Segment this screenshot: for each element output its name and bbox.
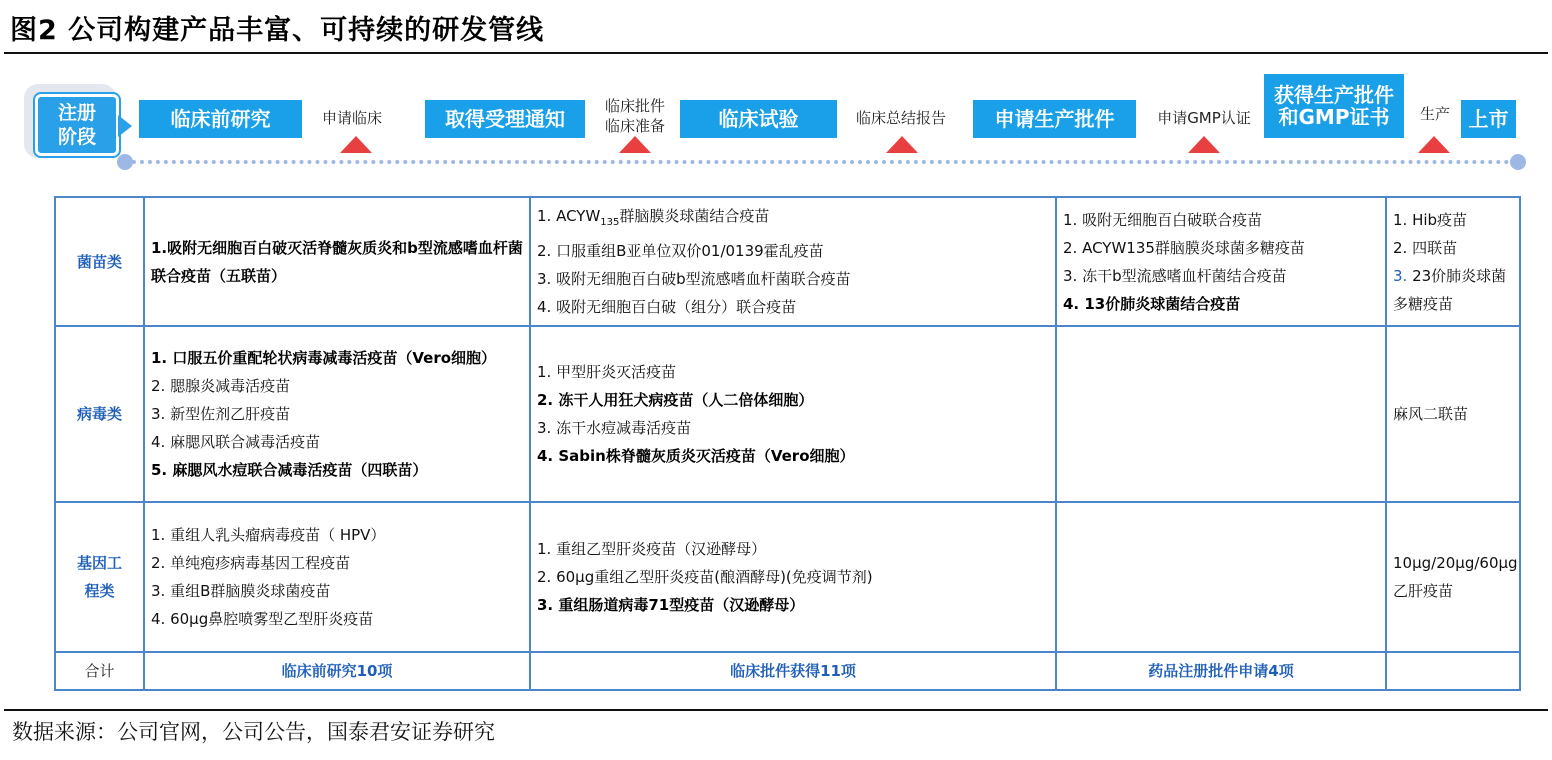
list-item: 1. $ACYW_{135}$群脑膜炎球菌结合疫苗: [537, 207, 770, 228]
marker-triangle-icon: [1418, 136, 1450, 153]
list-item: 4. 60μg鼻腔喷雾型乙型肝炎疫苗: [151, 610, 374, 628]
list-item: 3. 冻干b型流感嗜血杆菌结合疫苗: [1063, 266, 1287, 285]
stage-market-launch: 上市: [1461, 100, 1516, 138]
registration-cell: [1056, 502, 1386, 652]
marketed-cell: [1386, 502, 1520, 652]
phase-label: [35, 94, 119, 156]
top-rule: [4, 52, 1548, 54]
list-item: 1. Hib疫苗: [1393, 210, 1468, 229]
table-row: [55, 197, 1520, 326]
list-item: 1. 吸附无细胞百白破联合疫苗: [1063, 210, 1263, 229]
category-cell: 基因工程类: [55, 502, 144, 652]
process-flow: [0, 60, 1552, 190]
list-item: 2. 腮腺炎减毒活疫苗: [151, 377, 291, 395]
preclinical-cell: [144, 502, 530, 652]
timeline-dotted-line: [124, 160, 1518, 164]
list-item: 1. 口服五价重配轮状病毒减毒活疫苗（Vero细胞）: [151, 349, 497, 367]
registration-cell: [1056, 326, 1386, 502]
list-item: 1.吸附无细胞百白破灭活脊髓灰质炎和b型流感嗜血杆菌联合疫苗（五联苗）: [151, 238, 523, 285]
table-row: [55, 326, 1520, 502]
list-item: 3. 重组B群脑膜炎球菌疫苗: [151, 582, 331, 600]
list-item: 2. 单纯疱疹病毒基因工程疫苗: [151, 554, 351, 572]
list-item: 2. 冻干人用狂犬病疫苗（人二倍体细胞）: [537, 391, 814, 409]
list-item: 3. 23价肺炎球菌多糖疫苗: [1393, 266, 1507, 313]
list-item: 2. 四联苗: [1393, 238, 1458, 257]
list-item: 麻风二联苗: [1393, 405, 1469, 423]
total-preclinical: 临床前研究10项: [144, 652, 530, 690]
step-production: 生产: [1419, 105, 1450, 123]
list-item: 3. 重组肠道病毒71型疫苗（汉逊酵母）: [537, 596, 805, 614]
timeline-start-dot: [117, 154, 133, 170]
list-item: 1. 重组乙型肝炎疫苗（汉逊酵母）: [537, 540, 767, 558]
step-apply-clinical: 申请临床: [321, 109, 382, 127]
step-clinical-approval: 临床批件 临床准备: [604, 97, 665, 135]
figure-title: 图2 公司构建产品丰富、可持续的研发管线: [10, 15, 545, 46]
clinical-cell: [530, 326, 1056, 502]
total-registration: 药品注册批件申请4项: [1056, 652, 1386, 690]
clinical-cell: [530, 197, 1056, 326]
source-note: 数据来源：公司官网，公司公告，国泰君安证券研究: [12, 720, 495, 744]
step-clinical-summary: 临床总结报告: [855, 109, 946, 127]
pipeline-table: [54, 196, 1521, 691]
marker-triangle-icon: [1188, 136, 1220, 153]
list-item: 1. 重组人乳头瘤病毒疫苗（ HPV）: [151, 526, 386, 544]
step-apply-gmp: 申请GMP认证: [1157, 109, 1251, 127]
phase-arrow-icon: [118, 115, 132, 137]
marker-triangle-icon: [619, 136, 651, 153]
category-cell: 菌苗类: [55, 197, 144, 326]
list-item: 4. 吸附无细胞百白破（组分）联合疫苗: [537, 298, 797, 316]
registration-cell: [1056, 197, 1386, 326]
list-item: 1. 甲型肝炎灭活疫苗: [537, 363, 677, 381]
list-item: 4. 麻腮风联合减毒活疫苗: [151, 433, 321, 451]
list-item: 3. 吸附无细胞百白破b型流感嗜血杆菌联合疫苗: [537, 270, 851, 288]
stage-obtain-license-gmp: 获得生产批件 和GMP证书: [1264, 74, 1404, 138]
total-clinical: 临床批件获得11项: [530, 652, 1056, 690]
preclinical-cell: [144, 326, 530, 502]
marketed-cell: [1386, 326, 1520, 502]
marker-triangle-icon: [886, 136, 918, 153]
list-item: 4. 13价肺炎球菌结合疫苗: [1063, 294, 1241, 313]
timeline-end-dot: [1510, 154, 1526, 170]
list-item: 3. 冻干水痘减毒活疫苗: [537, 419, 692, 437]
marker-triangle-icon: [340, 136, 372, 153]
list-item: 10μg/20μg/60μg乙肝疫苗: [1393, 554, 1518, 600]
list-item: 4. Sabin株脊髓灰质炎灭活疫苗（Vero细胞）: [537, 447, 855, 465]
preclinical-cell: [144, 197, 530, 326]
list-item: 2. 口服重组B亚单位双价01/0139霍乱疫苗: [537, 242, 824, 260]
totals-label: 合计: [55, 652, 144, 690]
stage-preclinical: 临床前研究: [139, 100, 302, 138]
stage-apply-production: 申请生产批件: [973, 100, 1136, 138]
list-item: 3. 新型佐剂乙肝疫苗: [151, 405, 291, 423]
stage-clinical-trial: 临床试验: [680, 100, 837, 138]
marketed-cell: [1386, 197, 1520, 326]
stage-acceptance-notice: 取得受理通知: [425, 100, 585, 138]
category-cell: 病毒类: [55, 326, 144, 502]
list-item: 5. 麻腮风水痘联合减毒活疫苗（四联苗）: [151, 461, 428, 479]
table-row: [55, 502, 1520, 652]
list-item: 2. ACYW135群脑膜炎球菌多糖疫苗: [1063, 238, 1305, 257]
clinical-cell: [530, 502, 1056, 652]
phase-label-text: 注册 阶段: [57, 102, 96, 148]
total-marketed: [1386, 652, 1520, 690]
table-row-totals: [55, 652, 1520, 690]
bottom-rule: [4, 709, 1548, 711]
list-item: 2. 60μg重组乙型肝炎疫苗(酿酒酵母)(免疫调节剂): [537, 568, 873, 586]
